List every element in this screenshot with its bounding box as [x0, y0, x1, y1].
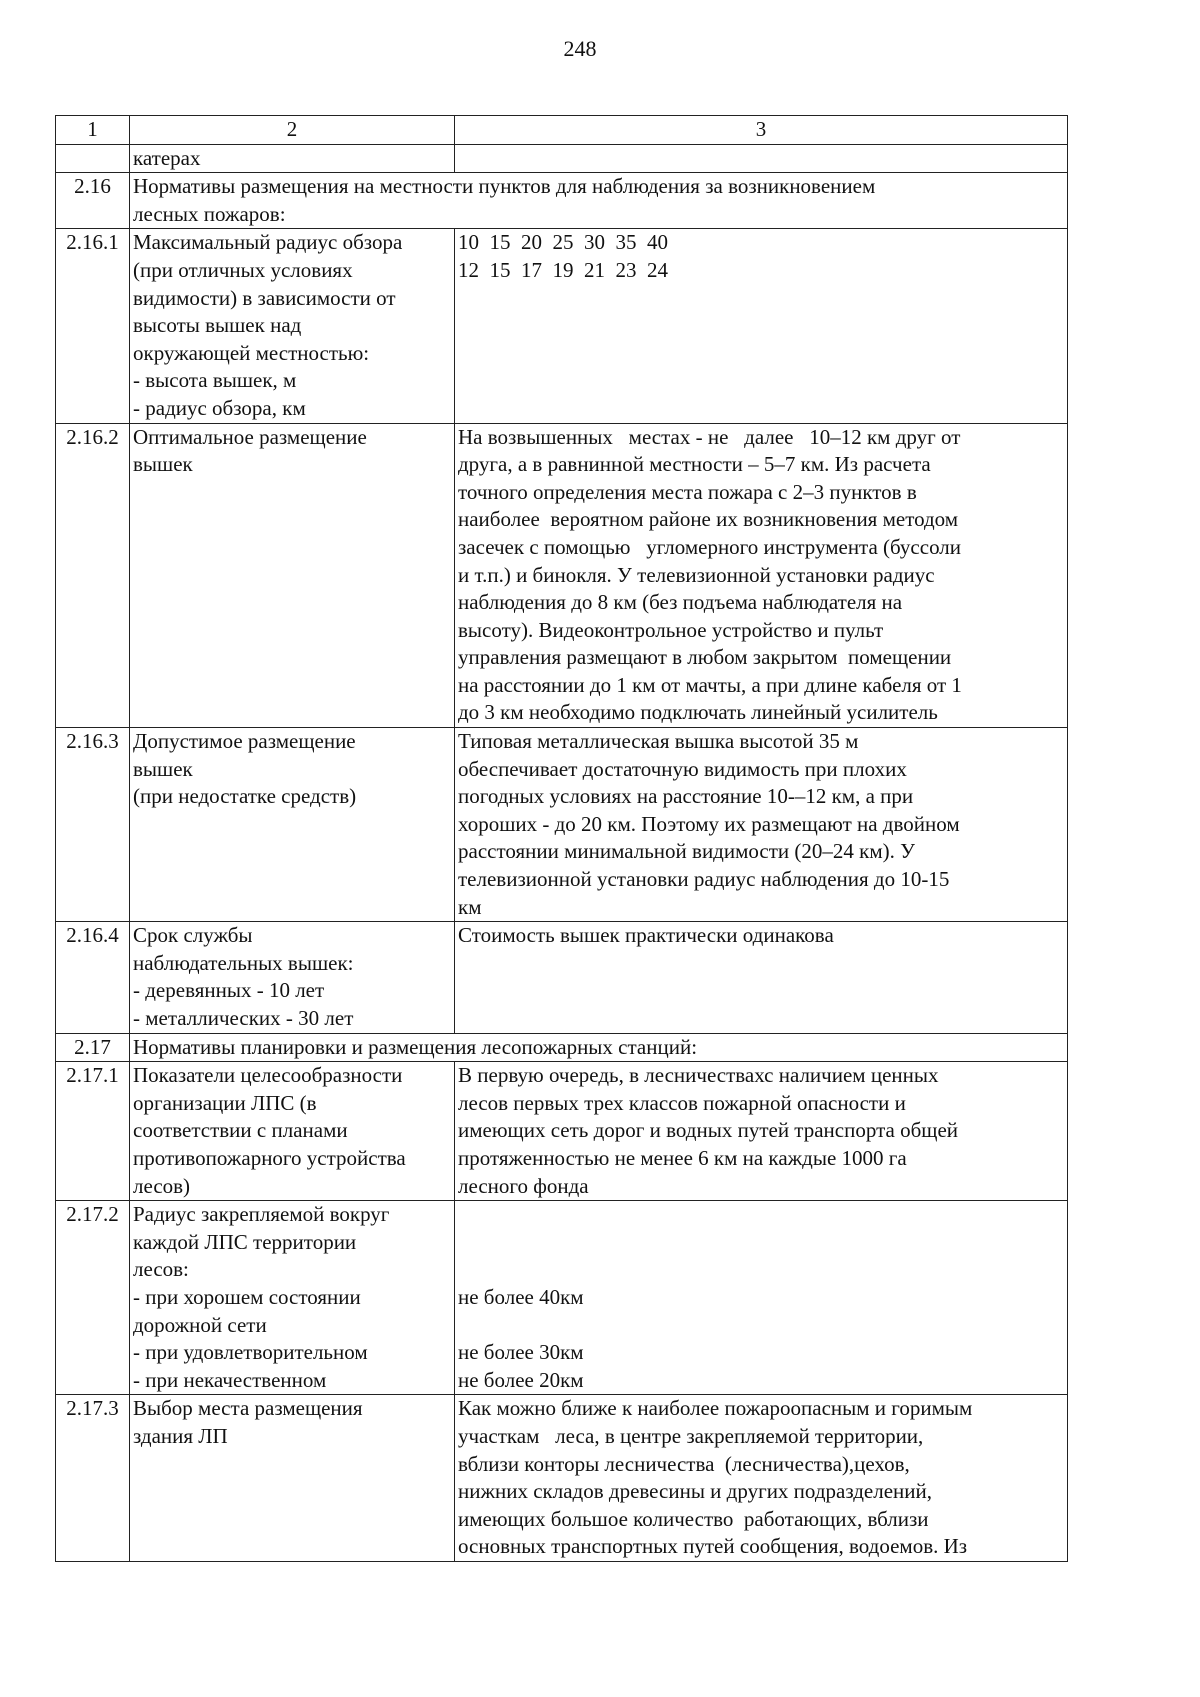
row-indicator	[130, 423, 455, 728]
text-line: высоту). Видеоконтрольное устройство и пульт	[458, 617, 884, 642]
text-line: (при отличных условиях	[133, 257, 353, 282]
section-title	[130, 173, 1068, 229]
header-col-2: 2	[130, 116, 455, 145]
text-line: наблюдательных вышек:	[133, 950, 354, 975]
text-line: имеющих сеть дорог и водных путей транспорта общей	[458, 1118, 959, 1143]
table-row	[56, 144, 1068, 173]
table-header-row	[56, 116, 1068, 145]
text-line: Типовая металлическая вышка высотой 35 м	[458, 729, 859, 754]
text-line: участкам леса, в центре закрепляемой территории,	[458, 1423, 924, 1448]
text-line: Показатели целесообразности	[133, 1063, 403, 1088]
row-value	[455, 423, 1068, 728]
text-line: 12 15 17 19 21 23 24	[458, 257, 668, 282]
text-line: - при некачественном	[133, 1367, 327, 1392]
text-line: телевизионной установки радиус наблюдения до 10-15	[458, 867, 950, 892]
table-row	[56, 922, 1068, 1033]
spacer	[458, 1201, 1064, 1229]
row-number	[56, 144, 130, 173]
row-indicator	[130, 1062, 455, 1201]
row-value	[455, 229, 1068, 423]
text-line: км	[458, 894, 482, 919]
text-line: Радиус закрепляемой вокруг	[133, 1202, 390, 1227]
text-line: Срок службы	[133, 923, 253, 948]
row-value	[455, 144, 1068, 173]
text-line: лесных пожаров:	[133, 201, 286, 226]
text-line: лесов:	[133, 1257, 189, 1282]
row-indicator	[130, 922, 455, 1033]
header-col-3: 3	[455, 116, 1068, 145]
text-line: и т.п.) и бинокля. У телевизионной установки радиус	[458, 562, 935, 587]
text-line: - металлических - 30 лет	[133, 1006, 354, 1030]
row-value	[455, 1062, 1068, 1201]
text-line: В первую очередь, в лесничествахс наличием ценных	[458, 1063, 939, 1088]
spacer	[458, 1312, 1064, 1340]
text-line: Как можно ближе к наиболее пожароопасным и горимым	[458, 1396, 973, 1421]
text-line: лесов первых трех классов пожарной опасности и	[458, 1090, 906, 1115]
row-value	[455, 922, 1068, 1033]
text-line: видимости) в зависимости от	[133, 285, 396, 310]
table-row	[56, 1062, 1068, 1201]
section-number: 2.17	[56, 1033, 130, 1062]
page-number: 248	[563, 36, 597, 61]
row-number: 2.17.2	[56, 1201, 130, 1395]
row-number: 2.16.3	[56, 728, 130, 922]
text-line: лесного фонда	[458, 1173, 589, 1198]
spacer	[458, 1256, 1064, 1284]
text-line: вблизи конторы лесничества (лесничества),цехов,	[458, 1451, 910, 1476]
table-row	[56, 423, 1068, 728]
text-line: высоты вышек над	[133, 313, 302, 338]
row-number: 2.16.2	[56, 423, 130, 728]
text-line: Стоимость вышек практически одинакова	[458, 923, 834, 948]
row-value	[455, 1395, 1068, 1562]
text-line: здания ЛП	[133, 1423, 228, 1448]
text-line: засечек с помощью угломерного инструмента (буссоли	[458, 534, 962, 559]
text-line: организации ЛПС (в	[133, 1090, 317, 1115]
text-line: наиболее вероятном районе их возникновения методом	[458, 507, 959, 532]
text-line: управления размещают в любом закрытом помещении	[458, 645, 952, 670]
text-line: обеспечивает достаточную видимость при плохих	[458, 756, 907, 781]
text-line: точного определения места пожара с 2–3 пунктов в	[458, 479, 917, 504]
row-indicator	[130, 728, 455, 922]
text-line: погодных условиях на расстояние 10-–12 км, а при	[458, 784, 914, 809]
text-line: не более 40км	[458, 1284, 584, 1309]
text-line: вышек	[133, 756, 193, 781]
text-line: имеющих большое количество работающих, вблизи	[458, 1506, 929, 1531]
row-number: 2.16.1	[56, 229, 130, 423]
text-line: хороших - до 20 км. Поэтому их размещают на двойном	[458, 811, 960, 836]
row-indicator	[130, 1201, 455, 1395]
text-line: - при хорошем состоянии	[133, 1284, 361, 1309]
section-number: 2.16	[56, 173, 130, 229]
row-indicator: катерах	[130, 144, 455, 173]
text-line: не более 20км	[458, 1367, 584, 1392]
text-line: - радиус обзора, км	[133, 395, 306, 420]
text-line: На возвышенных местах - не далее 10–12 км друг от	[458, 424, 961, 449]
norms-table	[55, 115, 1068, 1562]
text-line: на расстоянии до 1 км от мачты, а при длине кабеля от 1	[458, 672, 962, 697]
text-line: - деревянных - 10 лет	[133, 978, 325, 1003]
text-line: Максимальный радиус обзора	[133, 230, 403, 255]
text-line: расстоянии минимальной видимости (20–24 км). У	[458, 839, 915, 864]
row-number: 2.16.4	[56, 922, 130, 1033]
table-row	[56, 1395, 1068, 1562]
table-row	[56, 728, 1068, 922]
section-title	[130, 1033, 1068, 1062]
text-line: Нормативы планировки и размещения лесопожарных станций:	[133, 1034, 698, 1059]
row-indicator	[130, 1395, 455, 1562]
text-line: наблюдения до 8 км (без подъема наблюдателя на	[458, 590, 903, 615]
text-line: лесов)	[133, 1173, 191, 1198]
text-line: вышек	[133, 452, 193, 477]
text-line: не более 30км	[458, 1340, 584, 1365]
section-row	[56, 173, 1068, 229]
text-line: Оптимальное размещение	[133, 424, 367, 449]
table-row	[56, 229, 1068, 423]
row-value	[455, 728, 1068, 922]
text-line: Допустимое размещение	[133, 729, 356, 754]
text-line: дорожной сети	[133, 1312, 267, 1337]
text-line: 10 15 20 25 30 35 40	[458, 230, 668, 255]
table-row	[56, 1201, 1068, 1395]
spacer	[458, 1229, 1064, 1257]
text-line: до 3 км необходимо подключать линейный усилитель	[458, 700, 938, 725]
row-number: 2.17.1	[56, 1062, 130, 1201]
text-line: (при недостатке средств)	[133, 784, 357, 809]
text-line: каждой ЛПС территории	[133, 1229, 357, 1254]
row-indicator	[130, 229, 455, 423]
row-value	[455, 1201, 1068, 1395]
text-line: друга, а в равнинной местности – 5–7 км. Из расчета	[458, 452, 931, 477]
text-line: противопожарного устройства	[133, 1145, 406, 1170]
text-line: Выбор места размещения	[133, 1396, 363, 1421]
section-row	[56, 1033, 1068, 1062]
text-line: окружающей местностью:	[133, 340, 370, 365]
text-line: основных транспортных путей сообщения, водоемов. Из	[458, 1534, 968, 1559]
text-line: соответствии с планами	[133, 1118, 348, 1143]
text-line: - при удовлетворительном	[133, 1340, 368, 1365]
row-number: 2.17.3	[56, 1395, 130, 1562]
text-line: протяженностью не менее 6 км на каждые 1000 га	[458, 1145, 907, 1170]
header-col-1: 1	[56, 116, 130, 145]
text-line: нижних складов древесины и других подразделений,	[458, 1479, 933, 1504]
text-line: - высота вышек, м	[133, 368, 297, 393]
text-line: Нормативы размещения на местности пунктов для наблюдения за возникновением	[133, 174, 876, 199]
